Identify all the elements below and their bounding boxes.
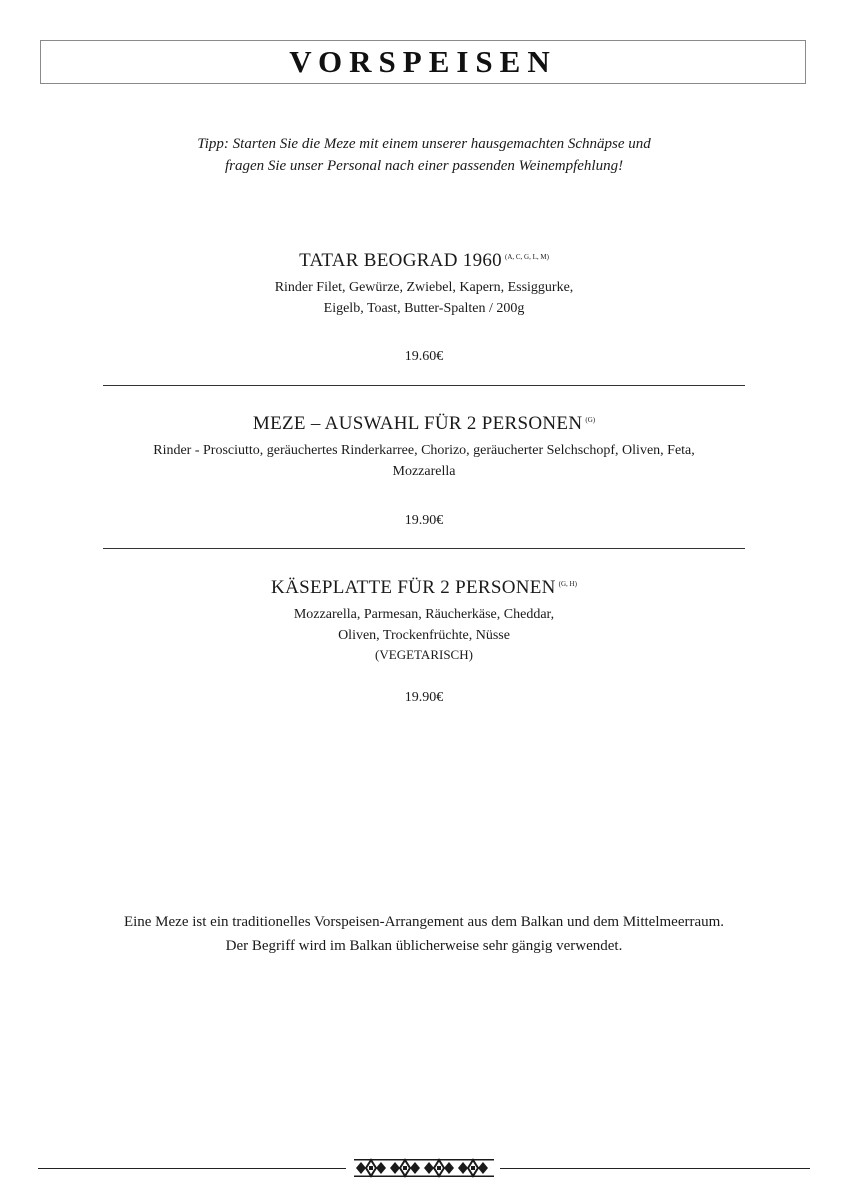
item-description — [0, 277, 848, 319]
description-line: Rinder - Prosciutto, geräuchertes Rinderkarree, Chorizo, geräucherter Selchschopf, Oliven, Feta, — [153, 443, 695, 458]
menu-item-tatar — [0, 245, 848, 367]
item-name-row — [0, 572, 848, 600]
item-price: 19.60€ — [404, 349, 444, 364]
item-price: 19.90€ — [404, 690, 444, 705]
footer-rule-left — [38, 1168, 346, 1169]
vegetarian-note: (VEGETARISCH) — [375, 647, 473, 662]
allergen-codes: (A, C, G, L, M) — [504, 253, 549, 261]
item-name-row — [0, 245, 848, 273]
item-name-row — [0, 408, 848, 436]
divider — [103, 385, 745, 386]
page-title: VORSPEISEN — [289, 44, 557, 79]
balkan-ornament-icon — [354, 1156, 494, 1180]
tip-line-1: Tipp: Starten Sie die Meze mit einem unserer hausgemachten Schnäpse und — [197, 136, 651, 152]
description-line: Mozzarella — [392, 464, 456, 479]
divider — [103, 548, 745, 549]
item-name: TATAR BEOGRAD 1960 — [299, 250, 502, 271]
description-line: Mozzarella, Parmesan, Räucherkäse, Cheddar, — [293, 607, 555, 622]
description-line: Eigelb, Toast, Butter-Spalten / 200g — [323, 301, 525, 316]
tip-text — [0, 133, 848, 177]
meze-explanation — [0, 910, 848, 958]
item-name: KÄSEPLATTE FÜR 2 PERSONEN — [271, 577, 556, 598]
footer-line-2: Der Begriff wird im Balkan üblicherweise sehr gängig verwendet. — [225, 938, 623, 954]
menu-item-meze — [0, 408, 848, 531]
footer-rule-right — [500, 1168, 810, 1169]
allergen-codes: (G, H) — [558, 580, 577, 588]
title-box — [40, 40, 806, 84]
description-line: Oliven, Trockenfrüchte, Nüsse — [338, 628, 510, 643]
item-description — [0, 604, 848, 646]
item-price: 19.90€ — [404, 513, 444, 528]
tip-line-2: fragen Sie unser Personal nach einer passenden Weinempfehlung! — [224, 158, 624, 174]
item-name: MEZE – AUSWAHL FÜR 2 PERSONEN — [252, 413, 583, 434]
footer-line-1: Eine Meze ist ein traditionelles Vorspeisen-Arrangement aus dem Balkan und dem Mittelmeerraum. — [123, 914, 725, 930]
item-description — [0, 440, 848, 482]
description-line: Rinder Filet, Gewürze, Zwiebel, Kapern, Essiggurke, — [274, 280, 574, 295]
menu-item-kaeseplatte — [0, 572, 848, 708]
allergen-codes: (G) — [585, 416, 596, 424]
